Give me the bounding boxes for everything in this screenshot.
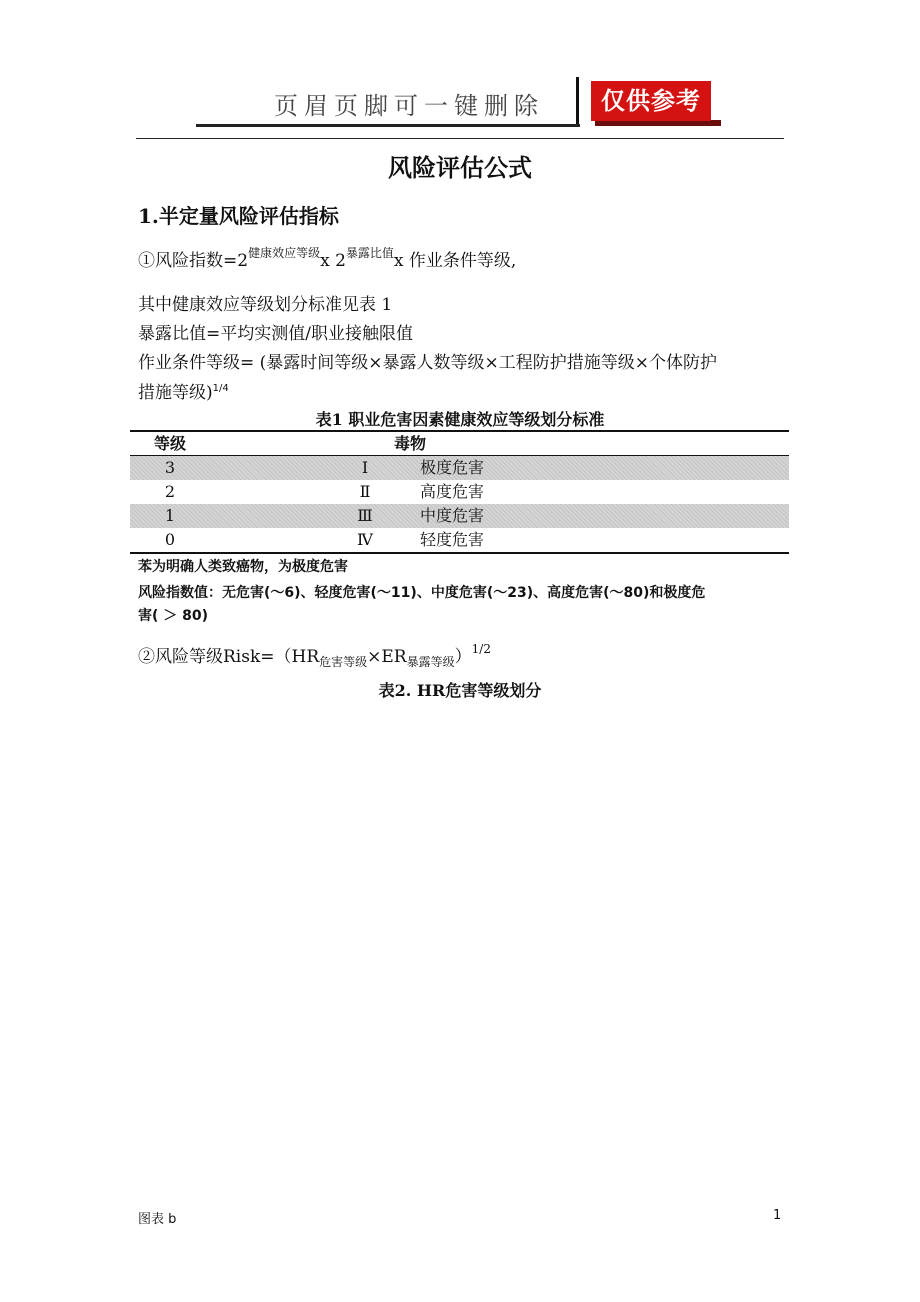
table-cell-desc: 高度危害 [420, 482, 485, 501]
table1 [130, 430, 789, 554]
table-cell-roman: Ⅲ [357, 506, 373, 525]
note-benzene: 苯为明确人类致癌物，为极度危害 [138, 559, 348, 575]
table-row [130, 504, 789, 528]
work-condition-text: 措施等级) [138, 383, 213, 403]
formula2-sub-hazard: 危害等级 [319, 655, 368, 669]
section-heading: 1.半定量风险评估指标 [138, 204, 339, 228]
formula2-exponent: 1/2 [471, 642, 491, 656]
table-cell-level: 3 [164, 458, 176, 477]
note-risk-index-b: 害( ＞ 80) [138, 608, 209, 624]
table-cell-roman: Ⅱ [359, 482, 371, 501]
formula-exponent-health: 健康效应等级 [248, 246, 321, 260]
formula2-prefix: ②风险等级Risk=（HR [138, 647, 320, 667]
formula-mid: x 2 [320, 251, 346, 271]
formula-suffix: x 作业条件等级, [393, 251, 517, 271]
page-number: 1 [773, 1208, 782, 1223]
work-condition-line-a: 作业条件等级= (暴露时间等级×暴露人数等级×工程防护措施等级×个体防护 [138, 353, 718, 373]
table1-caption: 表1 职业危害因素健康效应等级划分标准 [315, 410, 605, 429]
formula-risk-level [138, 642, 491, 667]
exposure-ratio-line: 暴露比值=平均实测值/职业接触限值 [138, 324, 413, 344]
page-title: 风险评估公式 [388, 153, 532, 182]
table1-header-level: 等级 [153, 434, 186, 453]
table2-caption: 表2. HR危害等级划分 [378, 681, 542, 700]
table-cell-roman: Ⅰ [361, 458, 369, 477]
table-cell-level: 1 [164, 506, 176, 525]
table-cell-roman: Ⅳ [357, 530, 373, 549]
table-cell-desc: 极度危害 [420, 458, 485, 477]
header-divider-vertical [576, 77, 579, 125]
table-row [130, 528, 789, 552]
header-badge: 仅供参考 [591, 81, 711, 121]
table1-bottom-rule [130, 552, 789, 554]
formula2-sub-exposure: 暴露等级 [406, 655, 455, 669]
footer-left-text: 图表 b [138, 1212, 177, 1227]
formula-prefix: ①风险指数=2 [138, 251, 249, 271]
header-underline [196, 124, 580, 127]
table-row [130, 456, 789, 480]
header-rule [136, 138, 784, 139]
work-condition-exponent: 1/4 [212, 383, 229, 394]
table1-header-toxin: 毒物 [393, 434, 426, 453]
work-condition-line-b [138, 378, 229, 403]
table-cell-desc: 中度危害 [420, 506, 485, 525]
table-cell-level: 0 [164, 530, 176, 549]
formula2-suffix: ） [454, 647, 472, 667]
note-risk-index-a: 风险指数值：无危害(～6)、轻度危害(～11)、中度危害(～23)、高度危害(～80)和极度危 [138, 585, 706, 601]
formula2-mid: ×ER [367, 647, 407, 667]
health-ref-line: 其中健康效应等级划分标准见表 1 [138, 295, 393, 315]
formula-risk-index [138, 246, 516, 271]
table1-header-row [130, 432, 789, 455]
table-cell-level: 2 [164, 482, 176, 501]
header-watermark-text: 页眉页脚可一键删除 [274, 92, 544, 120]
table-row [130, 480, 789, 504]
formula-exponent-exposure: 暴露比值 [345, 246, 394, 260]
table-cell-desc: 轻度危害 [420, 530, 485, 549]
